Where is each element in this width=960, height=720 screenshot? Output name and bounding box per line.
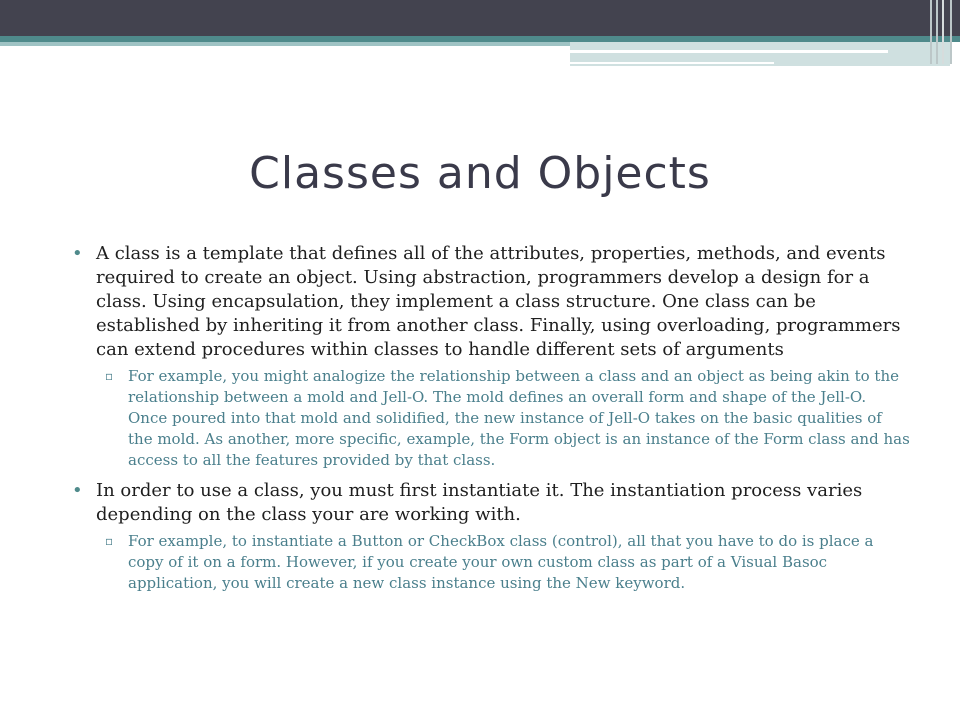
sub-bullet-icon: ▫ <box>105 534 114 548</box>
top-decor-band <box>0 0 960 36</box>
slide-body <box>70 242 910 594</box>
bullet-icon: • <box>72 480 83 501</box>
sub-bullet-item <box>70 531 910 594</box>
bullet-item <box>70 242 910 362</box>
decor-vertical-line <box>942 0 944 64</box>
decor-vertical-line <box>930 0 932 64</box>
sub-bullet-text: For example, you might analogize the relationship between a class and an object as being akin to the relationship between a mold and Jell-O. The mold defines an overall form and shape of the Jell-O. Once poured into that mold and solidified, the new instance of Jell-O takes on the basic qualities of the mold. As another, more specific, example, the Form object is an instance of the Form class and has access to all the features provided by that class. <box>128 367 910 469</box>
decor-stripe <box>570 62 774 64</box>
bullet-text: A class is a template that defines all of the attributes, properties, methods, and events required to create an object. Using abstraction, programmers develop a design for a class. Using encapsulation, they implement a class structure. One class can be established by inheriting it from another class. Finally, using overloading, programmers can extend procedures within classes to handle different sets of arguments <box>96 243 901 360</box>
bullet-item <box>70 479 910 527</box>
slide-title: Classes and Objects <box>249 148 711 199</box>
decor-vertical-line <box>936 0 938 64</box>
decor-stripe <box>570 50 888 53</box>
sub-bullet-text: For example, to instantiate a Button or CheckBox class (control), all that you have to do is place a copy of it on a form. However, if you create your own custom class as part of a Visual Basoc application, you will create a new class instance using the New keyword. <box>128 532 874 592</box>
sub-bullet-icon: ▫ <box>105 369 114 383</box>
bullet-icon: • <box>72 243 83 264</box>
bullet-text: In order to use a class, you must first instantiate it. The instantiation process varies depending on the class your are working with. <box>96 480 863 525</box>
sub-bullet-item <box>70 366 910 471</box>
decor-stripe <box>0 42 570 46</box>
decor-vertical-line <box>950 0 952 64</box>
